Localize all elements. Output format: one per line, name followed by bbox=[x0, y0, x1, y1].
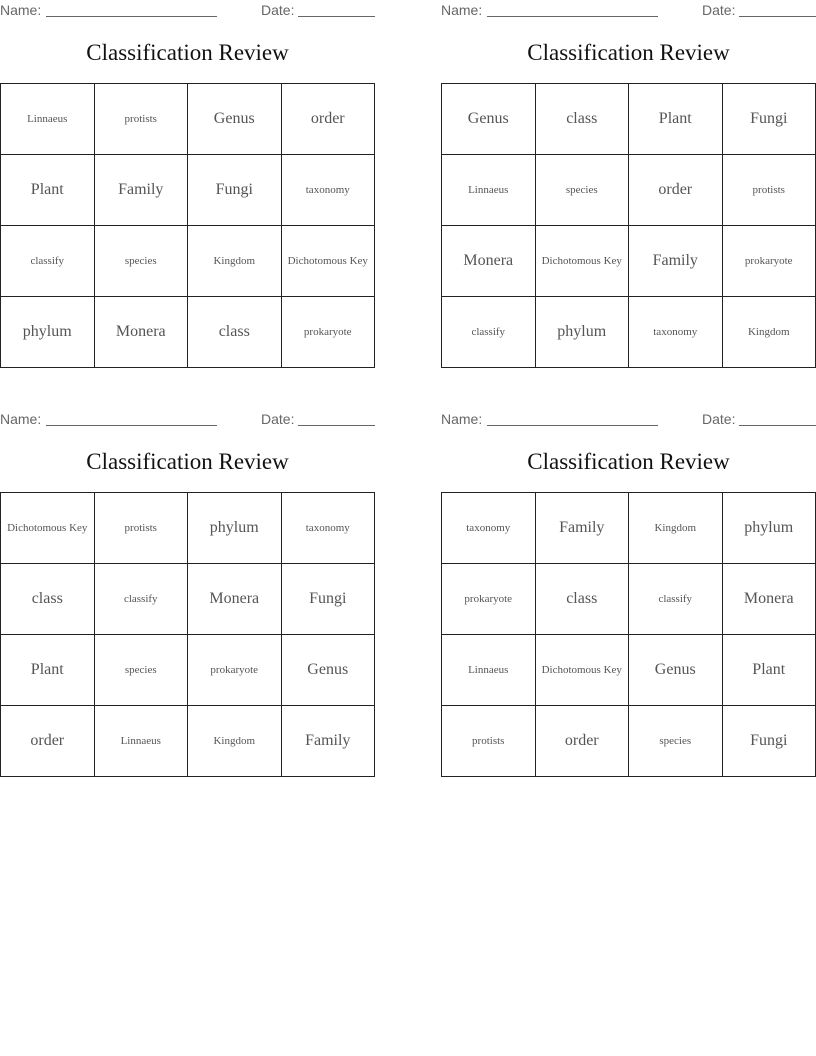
grid-cell: order bbox=[629, 155, 723, 226]
name-label: Name: bbox=[0, 411, 42, 427]
grid-cell: protists bbox=[94, 493, 188, 564]
grid-cell: Fungi bbox=[188, 155, 282, 226]
bingo-card bbox=[0, 0, 375, 340]
name-label: Name: bbox=[441, 2, 483, 18]
bingo-grid bbox=[0, 492, 375, 777]
grid-cell: Family bbox=[535, 493, 629, 564]
card-title: Classification Review bbox=[527, 449, 730, 474]
date-blank-line bbox=[739, 16, 816, 17]
grid-row bbox=[1, 226, 375, 297]
grid-row bbox=[442, 564, 816, 635]
grid-cell: prokaryote bbox=[281, 297, 375, 368]
name-label: Name: bbox=[0, 2, 42, 18]
grid-row bbox=[1, 155, 375, 226]
grid-cell: Dichotomous Key bbox=[535, 635, 629, 706]
grid-row bbox=[1, 84, 375, 155]
grid-cell: Linnaeus bbox=[94, 706, 188, 777]
grid-cell: protists bbox=[442, 706, 536, 777]
grid-cell: Family bbox=[281, 706, 375, 777]
grid-cell: Monera bbox=[188, 564, 282, 635]
grid-cell: Plant bbox=[722, 635, 816, 706]
card-title: Classification Review bbox=[86, 449, 289, 474]
grid-row bbox=[442, 155, 816, 226]
grid-cell: Monera bbox=[94, 297, 188, 368]
grid-row bbox=[442, 84, 816, 155]
date-blank-line bbox=[298, 16, 375, 17]
date-blank-line bbox=[739, 425, 816, 426]
grid-cell: Plant bbox=[629, 84, 723, 155]
grid-cell: species bbox=[629, 706, 723, 777]
grid-cell: phylum bbox=[535, 297, 629, 368]
grid-cell: Kingdom bbox=[188, 706, 282, 777]
grid-cell: phylum bbox=[1, 297, 95, 368]
grid-row bbox=[1, 564, 375, 635]
date-label: Date: bbox=[261, 411, 295, 427]
grid-cell: class bbox=[188, 297, 282, 368]
grid-row bbox=[442, 635, 816, 706]
bingo-card bbox=[441, 409, 816, 749]
name-date-row bbox=[441, 409, 816, 429]
grid-cell: Plant bbox=[1, 635, 95, 706]
grid-cell: Plant bbox=[1, 155, 95, 226]
grid-row bbox=[442, 226, 816, 297]
name-blank-line bbox=[487, 16, 658, 17]
grid-cell: order bbox=[281, 84, 375, 155]
bingo-grid bbox=[0, 83, 375, 368]
name-date-row bbox=[441, 0, 816, 20]
date-blank-line bbox=[298, 425, 375, 426]
grid-cell: taxonomy bbox=[281, 493, 375, 564]
grid-cell: Kingdom bbox=[188, 226, 282, 297]
grid-cell: species bbox=[94, 226, 188, 297]
grid-cell: prokaryote bbox=[442, 564, 536, 635]
name-blank-line bbox=[487, 425, 658, 426]
grid-row bbox=[1, 493, 375, 564]
grid-cell: protists bbox=[94, 84, 188, 155]
bingo-card bbox=[0, 409, 375, 749]
grid-cell: classify bbox=[442, 297, 536, 368]
grid-cell: prokaryote bbox=[188, 635, 282, 706]
grid-cell: Monera bbox=[722, 564, 816, 635]
grid-cell: Family bbox=[629, 226, 723, 297]
grid-cell: phylum bbox=[722, 493, 816, 564]
grid-cell: Monera bbox=[442, 226, 536, 297]
grid-cell: order bbox=[1, 706, 95, 777]
grid-cell: classify bbox=[94, 564, 188, 635]
name-blank-line bbox=[46, 16, 217, 17]
grid-cell: Fungi bbox=[722, 706, 816, 777]
grid-row bbox=[1, 706, 375, 777]
grid-cell: Kingdom bbox=[722, 297, 816, 368]
bingo-card bbox=[441, 0, 816, 340]
grid-cell: protists bbox=[722, 155, 816, 226]
grid-cell: Fungi bbox=[722, 84, 816, 155]
grid-cell: Linnaeus bbox=[1, 84, 95, 155]
grid-cell: Family bbox=[94, 155, 188, 226]
grid-cell: class bbox=[535, 564, 629, 635]
grid-cell: Fungi bbox=[281, 564, 375, 635]
name-blank-line bbox=[46, 425, 217, 426]
grid-cell: species bbox=[94, 635, 188, 706]
date-label: Date: bbox=[702, 2, 736, 18]
grid-cell: Dichotomous Key bbox=[281, 226, 375, 297]
name-label: Name: bbox=[441, 411, 483, 427]
grid-cell: Dichotomous Key bbox=[535, 226, 629, 297]
grid-cell: Linnaeus bbox=[442, 635, 536, 706]
grid-cell: Kingdom bbox=[629, 493, 723, 564]
grid-cell: taxonomy bbox=[442, 493, 536, 564]
grid-row bbox=[442, 493, 816, 564]
grid-row bbox=[1, 297, 375, 368]
grid-cell: Dichotomous Key bbox=[1, 493, 95, 564]
grid-cell: Genus bbox=[188, 84, 282, 155]
grid-cell: order bbox=[535, 706, 629, 777]
name-date-row bbox=[0, 409, 375, 429]
grid-cell: prokaryote bbox=[722, 226, 816, 297]
date-label: Date: bbox=[261, 2, 295, 18]
bingo-grid bbox=[441, 492, 816, 777]
grid-cell: classify bbox=[629, 564, 723, 635]
grid-cell: phylum bbox=[188, 493, 282, 564]
bingo-grid bbox=[441, 83, 816, 368]
grid-cell: Genus bbox=[629, 635, 723, 706]
grid-cell: classify bbox=[1, 226, 95, 297]
grid-cell: Linnaeus bbox=[442, 155, 536, 226]
grid-cell: class bbox=[535, 84, 629, 155]
grid-cell: taxonomy bbox=[629, 297, 723, 368]
grid-row bbox=[442, 297, 816, 368]
date-label: Date: bbox=[702, 411, 736, 427]
grid-row bbox=[1, 635, 375, 706]
grid-row bbox=[442, 706, 816, 777]
card-title: Classification Review bbox=[86, 40, 289, 65]
grid-cell: Genus bbox=[281, 635, 375, 706]
grid-cell: class bbox=[1, 564, 95, 635]
grid-cell: Genus bbox=[442, 84, 536, 155]
card-title: Classification Review bbox=[527, 40, 730, 65]
grid-cell: taxonomy bbox=[281, 155, 375, 226]
name-date-row bbox=[0, 0, 375, 20]
grid-cell: species bbox=[535, 155, 629, 226]
